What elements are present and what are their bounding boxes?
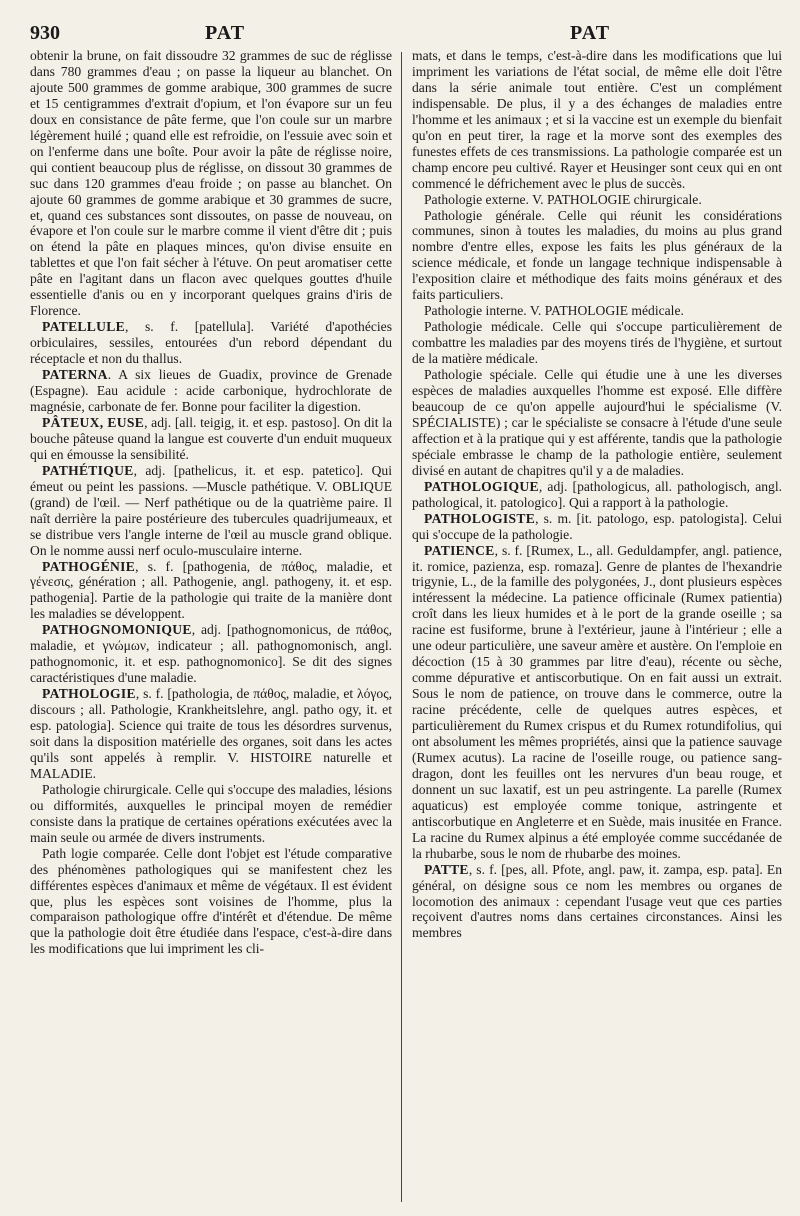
entry-headword: PATHOLOGISTE bbox=[424, 510, 536, 526]
entry-headword: PATHOLOGIE bbox=[42, 686, 136, 702]
dictionary-entry bbox=[30, 463, 392, 559]
entry-text: obtenir la brune, on fait dissoudre 32 grammes de suc de réglisse dans 780 grammes d'eau ; on passe la liqueur au blanchet. On ajoute 500 grammes de gomme arabique, 300 grammes de sucre et 15 centigrammes d'extrait d'opium, et l'on évapore sur un feu doux en consistance de pâte ferme, que l'on coule sur un marbre légèrement huilé ; quand elle est refroidie, on l'essuie avec soin et on l'enferme dans une boîte. Pour avoir la pâte de réglisse noire, qui contient beaucoup plus de réglisse, on dissout 30 grammes de suc dans 120 grammes d'eau froide ; on passe au blanchet. On ajoute 60 grammes de gomme arabique et 30 grammes de sucre, et, quand ces substances sont dissoutes, on passe de nouveau, on évapore et l'on coule sur le marbre comme il vient d'être dit ; puis on étend la pâte en plaques minces, qu'on divise ensuite en tablettes et que l'on fait sécher à l'étuve. On peut aromatiser cette pâte en l'agitant dans un flacon avec quelques gouttes d'huile essentielle d'anis ou en y incorporant quelques grains d'iris de Florence. bbox=[30, 48, 392, 319]
dictionary-entry bbox=[30, 415, 392, 463]
entry-headword: PATHOGNOMONIQUE bbox=[42, 622, 192, 638]
entry-text: Pathologie externe. V. PATHOLOGIE chirurgicale. bbox=[424, 191, 702, 207]
dictionary-entry bbox=[412, 192, 782, 208]
entry-text: , s. m. [it. patologo, esp. patologista]. Celui qui s'occupe de la pathologie. bbox=[412, 510, 782, 542]
entry-headword: PÂTEUX, EUSE bbox=[42, 414, 145, 430]
running-head-right: PAT bbox=[570, 22, 611, 44]
entry-text: Pathologie chirurgicale. Celle qui s'occupe des maladies, lésions ou difformités, auxquelles le principal moyen de remédier consiste dans la pratique de certaines opérations exécutées avec la main seule ou armée de divers instruments. bbox=[30, 781, 392, 845]
page-header bbox=[0, 22, 800, 50]
entry-text: mats, et dans le temps, c'est-à-dire dans les modifications que lui impriment les variations de l'état social, de même elle doit l'être dans la série animale tout entière. C'est un complément indispensable. De plus, il y a des échanges de maladies entre l'homme et les animaux ; et si la vaccine est un exemple du bienfait qu'on en peut tirer, la rage et la morve sont des exemples des funestes effets de ces transmissions. La pathologie comparée est un champ encore peu cultivé. Rayer et Heusinger sont ceux qui en ont commencé le défrichement avec le plus de succès. bbox=[412, 48, 782, 191]
entry-text: Pathologie interne. V. PATHOLOGIE médicale. bbox=[424, 303, 684, 319]
entry-headword: PATHOGÉNIE bbox=[42, 558, 136, 574]
entry-text: , s. f. [pathologia, de πάθος, maladie, et λόγος, discours ; all. Pathologie, Krankheitslehre, angl. patho ogy, it. et esp. patologia]. Science qui traite de tous les désordres survenus, soit dans la disposition matérielle des organes, soit dans les actes qu'ils sont appelés à remplir. V. HISTOIRE naturelle et MALADIE. bbox=[30, 686, 392, 781]
entry-text: . A six lieues de Guadix, province de Grenade (Espagne). Eau acidule : acide carbonique, hydrochlorate de magnésie, carbonate de fer. Bonne pour faciliter la digestion. bbox=[30, 367, 392, 414]
entry-text: , adj. [all. teigig, it. et esp. pastoso]. On dit la bouche pâteuse quand la langue est couverte d'un enduit muqueux qui en émousse la sensibilité. bbox=[30, 414, 392, 462]
dictionary-entry bbox=[30, 622, 392, 686]
dictionary-entry bbox=[412, 208, 782, 304]
entry-text: , s. f. [Rumex, L., all. Geduldampfer, angl. patience, it. romice, pazienza, esp. romaza]. Genre de plantes de l'hexandrie trigynie, L., de la famille des polygonées, J., dont plusieurs espèces intéressent la médecine. La patience officinale (Rumex patientia) croît dans les lieux humides et à le port de la grande oseille ; sa racine est fusiforme, brune à l'extérieur, jaune à l'intérieur ; elle a une odeur particulière, une saveur amère et austère. On l'emploie en décoction (15 à 30 grammes par litre d'eau), récente ou sèche, comme dépurative et antiscorbutique. On en fait aussi un extrait. Sous le nom de patience, on trouve dans le commerce, outre la racine précédente, celle de quelques autres espèces, et particulièrement du Rumex crispus et du Rumex rotundifolius, qui ont absolument les mêmes propriétés, ainsi que la patience sauvage (Rumex acutus). La racine de l'oseille rouge, ou patience sang-dragon, dont les feuilles ont les nervures d'un beau rouge, et donnent un suc laxatif, est un peu astringente. La parelle (Rumex aquaticus) est employée comme tonique, astringente et antiscorbutique en Angleterre et en Suède, mais inusitée en France. La racine du Rumex alpinus a été employée comme succédanée de la rhubarbe, sous le nom de rhubarbe des moines. bbox=[412, 542, 782, 861]
entry-text: , s. f. [pes, all. Pfote, angl. paw, it. zampa, esp. pata]. En général, on désigne sous ce nom les membres ou organes de locomotion des animaux : cependant l'usage veut que ces parties reçoivent d'autres noms dans certaines circonstances. Ainsi les membres bbox=[412, 861, 782, 941]
right-column bbox=[412, 48, 782, 1206]
left-column bbox=[30, 48, 392, 1206]
dictionary-entry bbox=[412, 319, 782, 367]
running-head-left: PAT bbox=[205, 22, 246, 44]
entry-text: Pathologie générale. Celle qui réunit les considérations communes, sinon à toutes les maladies, du moins au plus grand nombre d'entre elles, expose les faits les plus généraux de la science médicale, et fonde un langage technique indispensable à l'exposition claire et méthodique des faits moins généraux et des faits particuliers. bbox=[412, 207, 782, 303]
dictionary-entry bbox=[30, 319, 392, 367]
page-number: 930 bbox=[30, 22, 60, 44]
dictionary-entry bbox=[412, 48, 782, 192]
entry-text: , adj. [pathognomonicus, de πάθος, maladie, et γνώμων, indicateur ; all. pathognomonisch, angl. pathognomonic, it. et esp. pathognomonico]. Se dit des signes caractéristiques d'une maladie. bbox=[30, 622, 392, 686]
dictionary-entry bbox=[412, 367, 782, 479]
dictionary-entry bbox=[30, 686, 392, 782]
dictionary-entry bbox=[30, 559, 392, 623]
entry-headword: PATIENCE bbox=[424, 542, 495, 558]
dictionary-entry bbox=[30, 48, 392, 319]
column-divider bbox=[401, 52, 402, 1202]
entry-text: , adj. [pathelicus, it. et esp. patetico]. Qui émeut ou peint les passions. —Muscle pathétique. V. OBLIQUE (grand) de l'œil. — Nerf pathétique ou de la quatrième paire. Il naît derrière la paire postérieure des tubercules quadrijumeaux, et se distribue vers l'angle interne de l'œil au muscle grand oblique. On le nomme aussi nerf oculo-musculaire interne. bbox=[30, 462, 392, 558]
dictionary-entry bbox=[30, 782, 392, 846]
entry-text: Pathologie médicale. Celle qui s'occupe particulièrement de combattre les maladies par des moyens tirés de l'hygiène, et surtout de la matière médicale. bbox=[412, 319, 782, 367]
entry-headword: PATHÉTIQUE bbox=[42, 462, 134, 478]
dictionary-entry bbox=[412, 862, 782, 942]
dictionary-entry bbox=[30, 846, 392, 958]
dictionary-entry bbox=[412, 479, 782, 511]
entry-text: Path logie comparée. Celle dont l'objet est l'étude comparative des phénomènes pathologiques qui se manifestent chez les différentes espèces d'animaux et même de végétaux. Il est évident que, plus les espèces sont voisines de l'homme, plus la comparaison pathologique offre d'intérêt et d'étendue. De même que la pathologie doit être étudiée dans l'espace, c'est-à-dire dans les modifications que lui impriment les cli- bbox=[30, 845, 392, 957]
entry-headword: PATELLULE bbox=[42, 319, 126, 335]
dictionary-entry bbox=[412, 303, 782, 319]
dictionary-entry bbox=[412, 543, 782, 862]
entry-headword: PATTE bbox=[424, 861, 469, 877]
dictionary-entry bbox=[30, 367, 392, 415]
entry-text: , s. f. [patellula]. Variété d'apothécies orbiculaires, sessiles, entourées d'un rebord dépendant du réceptacle et non du thallus. bbox=[30, 319, 392, 367]
entry-text: , adj. [pathologicus, all. pathologisch, angl. pathological, it. patologico]. Qui a rapport à la pathologie. bbox=[412, 478, 782, 510]
dictionary-entry bbox=[412, 511, 782, 543]
entry-headword: PATERNA bbox=[42, 367, 108, 383]
entry-text: Pathologie spéciale. Celle qui étudie une à une les diverses espèces de maladies auxquelles l'homme est exposé. Elle diffère beaucoup de ce qu'on appelle aujourd'hui le spécialisme (V. SPÉCIALISTE) ; car le spécialiste se consacre à l'étude d'une seule affection et à la pratique qui y est afférente, tandis que la pathologie spéciale embrasse le champ de la pathologie entière, seulement divisé en autant de chapitres qu'il y a de maladies. bbox=[412, 367, 782, 478]
entry-text: , s. f. [pathogenia, de πάθος, maladie, et γένεσις, génération ; all. Pathogenie, angl. pathogeny, it. et esp. pathogenia]. Partie de la pathologie qui traite de la manière dont les maladies se développent. bbox=[30, 558, 392, 622]
entry-headword: PATHOLOGIQUE bbox=[424, 478, 539, 494]
